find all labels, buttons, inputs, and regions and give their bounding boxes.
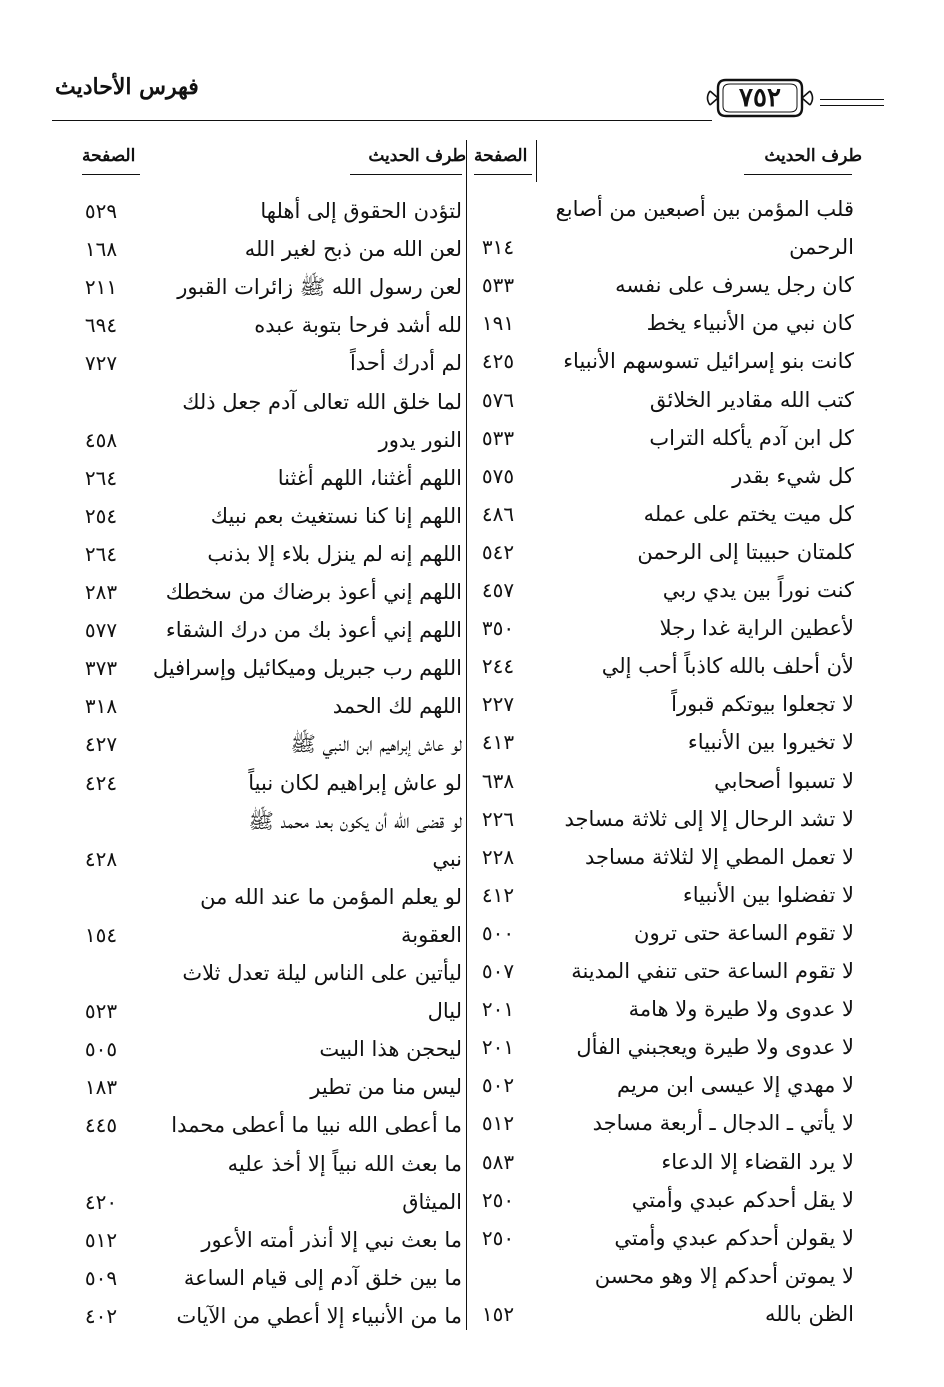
left-page-underline (82, 174, 140, 175)
hadith-text: لو عاش إبراهيم لكان نبياً (248, 770, 462, 795)
column-divider-center (466, 140, 467, 1330)
hadith-text: ما بعث نبي إلا أنذر أمته الأعور (201, 1227, 462, 1252)
hadith-text: كل ابن آدم يأكله التراب (649, 425, 854, 450)
page-ref: ٤٢٧ (84, 732, 118, 757)
index-entry (481, 880, 854, 910)
page-ref: ٥٠٥ (84, 1037, 118, 1062)
left-hadith-underline (350, 174, 462, 175)
index-entry (481, 1032, 854, 1062)
page-title: فهرس الأحاديث (55, 74, 199, 100)
hadith-text: ليحجن هذا البيت (319, 1037, 462, 1062)
hadith-text: لو قضى الله أن يكون بعد محمد ﷺ (248, 808, 462, 833)
page-ref: ٧٢٧ (84, 351, 118, 376)
page-ref: ٥٨٣ (481, 1149, 515, 1174)
hadith-text: لا تعمل المطي إلا لثلاثة مساجد (584, 844, 854, 869)
page-ref: ٦٩٤ (84, 313, 118, 338)
hadith-text: لا يقل أحدكم عبدي وأمتي (631, 1187, 854, 1212)
index-entry (481, 804, 854, 834)
page-ref: ٥٢٣ (84, 999, 118, 1024)
hadith-text: لم أدرك أحداً (349, 351, 462, 376)
hadith-text: نبي (432, 846, 462, 871)
hadith-text: لو يعلم المؤمن ما عند الله من (200, 884, 462, 909)
left-page-heading: الصفحة (82, 146, 136, 166)
index-entry (84, 425, 462, 455)
right-heading-divider (536, 140, 537, 182)
hadith-text: ليس منا من تطير (310, 1075, 462, 1100)
hadith-text: النور يدور (378, 427, 462, 452)
page-ref: ٣٧٣ (84, 656, 118, 681)
index-entry (481, 575, 854, 605)
hadith-text: قلب المؤمن بين أصبعين من أصابع (555, 197, 854, 221)
index-entry (84, 310, 462, 340)
hadith-text: الرحمن (789, 235, 854, 260)
hadith-text: اللهم أغثنا، اللهم أغثنا (277, 465, 462, 490)
right-hadith-underline (744, 174, 852, 175)
page-ref: ٤٢٤ (84, 770, 118, 795)
index-entry (84, 539, 462, 569)
index-entry (481, 994, 854, 1024)
index-entry (84, 1034, 462, 1064)
index-entry (481, 918, 854, 948)
hadith-text: ليأتين على الناس ليلة تعدل ثلاث (182, 961, 462, 985)
index-entry (84, 1110, 462, 1140)
index-entry (140, 1149, 462, 1179)
header-rule (52, 120, 712, 121)
page-ref: ٢٠١ (481, 1035, 515, 1060)
index-entry (481, 1299, 854, 1329)
hadith-text: ما بعث الله نبياً إلا أخذ عليه (227, 1151, 462, 1176)
index-entry (481, 308, 854, 338)
page-ref: ٥١٢ (84, 1227, 118, 1252)
index-entry (84, 196, 462, 226)
hadith-text: لا تقوم الساعة حتى ترون (634, 920, 854, 945)
page-ref: ٥٣٣ (481, 273, 515, 298)
hadith-text: لا تسبوا أصحابي (714, 768, 854, 793)
index-entry (481, 346, 854, 376)
page-ref: ٢٢٨ (481, 844, 515, 869)
index-entry (84, 1301, 462, 1331)
index-entry (481, 385, 854, 415)
page-ref: ٢١١ (84, 275, 118, 300)
page-ref: ٦٣٨ (481, 768, 515, 793)
page-number: ٧٥٢ (739, 83, 781, 113)
page-ref: ٥٤٢ (481, 539, 515, 564)
hadith-text: لا عدوى ولا طيرة ويعجبني الفأل (576, 1035, 854, 1060)
index-entry (84, 501, 462, 531)
index-entry (481, 1070, 854, 1100)
hadith-text: كل شيء بقدر (732, 463, 854, 488)
page-ref: ٥٧٦ (481, 387, 515, 412)
page-ref: ٥٠٢ (481, 1073, 515, 1098)
hadith-text: لعن الله من ذبح لغير الله (244, 237, 462, 262)
hadith-text: لا يموتن أحدكم إلا وهو محسن (594, 1263, 854, 1288)
hadith-text: الميثاق (402, 1189, 462, 1214)
index-entry (84, 920, 462, 950)
hadith-text: اللهم إني أعوذ بك من درك الشقاء (165, 618, 462, 643)
page-ref: ٥٧٧ (84, 618, 118, 643)
page-ref: ٤٥٧ (481, 578, 515, 602)
page-ref: ٥٢٩ (84, 199, 118, 223)
index-entry (481, 727, 854, 757)
index-entry (84, 577, 462, 607)
page-ref: ٤٨٦ (481, 501, 515, 526)
index-entry (481, 842, 854, 872)
page-ref: ١٦٨ (84, 237, 118, 262)
header-rule-right-bottom (820, 105, 884, 106)
page-number-frame (704, 74, 816, 122)
hadith-text: لا عدوى ولا طيرة ولا هامة (628, 997, 854, 1022)
hadith-text: لا تفضلوا بين الأنبياء (682, 882, 854, 907)
hadith-text: اللهم لك الحمد (332, 694, 462, 719)
hadith-text: كتب الله مقادير الخلائق (649, 387, 854, 412)
index-entry (536, 1261, 854, 1291)
hadith-text: لأن أحلف بالله كاذباً أحب إلي (601, 654, 854, 679)
index-entry (481, 232, 854, 262)
hadith-text: كل ميت يختم على عمله (643, 501, 854, 526)
index-entry (481, 499, 854, 529)
hadith-text: اللهم إنه لم ينزل بلاء إلا بذنب (207, 541, 462, 566)
page-ref: ٣٥٠ (481, 616, 515, 641)
index-entry (84, 996, 462, 1026)
right-page-underline (474, 174, 532, 175)
index-entry (84, 768, 462, 798)
page-ref: ٢٨٣ (84, 580, 118, 604)
index-entry (481, 461, 854, 491)
index-entry (84, 348, 462, 378)
page-ref: ٥٣٣ (481, 425, 515, 450)
index-entry (536, 194, 854, 224)
index-entry (481, 423, 854, 453)
index-entry (481, 1108, 854, 1138)
hadith-text: كانت بنو إسرائيل تسوسهم الأنبياء (563, 349, 854, 374)
hadith-text: اللهم إنا كنا نستغيث بعم نبيك (210, 503, 462, 528)
page-ref: ٥٠٩ (84, 1265, 118, 1290)
index-entry (84, 463, 462, 493)
page-ref: ٤٠٢ (84, 1303, 118, 1328)
index-entry (481, 1223, 854, 1253)
page-ref: ٥٧٥ (481, 463, 515, 488)
index-entry (84, 272, 462, 302)
hadith-text: ما أعطى الله نبيا ما أعطى محمدا (171, 1113, 462, 1138)
hadith-text: اللهم إني أعوذ برضاك من سخطك (165, 580, 462, 604)
hadith-text: لما خلق الله تعالى آدم جعل ذلك (182, 389, 462, 414)
hadith-text: لا تشد الرحال إلا إلى ثلاثة مساجد (564, 806, 854, 831)
index-entry (84, 844, 462, 874)
index-entry (140, 958, 462, 988)
index-entry (481, 766, 854, 796)
page-ref: ٣١٨ (84, 694, 118, 719)
right-page-heading: الصفحة (474, 146, 528, 166)
hadith-text: كلمتان حبيبتا إلى الرحمن (637, 539, 854, 564)
page-ref: ٤٤٥ (84, 1113, 118, 1138)
hadith-text: ليال (427, 999, 462, 1024)
header-rule-right-top (820, 99, 884, 100)
index-entry (140, 806, 462, 836)
index-entry (140, 387, 462, 417)
page-ref: ١٩١ (481, 311, 515, 336)
hadith-text: لا يرد القضاء إلا الدعاء (661, 1149, 854, 1174)
page-ref: ٢٢٧ (481, 692, 515, 717)
hadith-text: اللهم رب جبريل وميكائيل وإسرافيل (152, 656, 462, 681)
index-entry (481, 270, 854, 300)
index-entry (140, 882, 462, 912)
index-entry (84, 729, 462, 759)
page-ref: ٤٢٥ (481, 349, 515, 374)
page-ref: ٥١٢ (481, 1111, 515, 1136)
page-ref: ٤٢٠ (84, 1189, 118, 1214)
page-ref: ٢٠١ (481, 997, 515, 1022)
index-entry (481, 1185, 854, 1215)
hadith-text: لله أشد فرحا بتوبة عبده (254, 313, 462, 338)
index-entry (481, 613, 854, 643)
page-ref: ٢٦٤ (84, 541, 118, 566)
page-ref: ٢٥٤ (84, 503, 118, 528)
index-entry (84, 691, 462, 721)
page-ref: ٢٤٤ (481, 654, 515, 679)
hadith-text: لا مهدي إلا عيسى ابن مريم (617, 1073, 854, 1098)
page-ref: ٤٥٨ (84, 427, 118, 452)
hadith-text: كان نبي من الأنبياء يخط (646, 311, 854, 336)
page-ref: ٢٥٠ (481, 1225, 515, 1250)
index-entry (84, 653, 462, 683)
index-entry (481, 956, 854, 986)
index-entry (84, 234, 462, 264)
page-ref: ٢٢٦ (481, 806, 515, 831)
hadith-text: ما من الأنبياء إلا أعطي من الآيات (176, 1303, 462, 1328)
index-entry (481, 537, 854, 567)
page-ref: ٣١٤ (481, 235, 515, 260)
hadith-text: الظن بالله (765, 1301, 854, 1326)
page-ref: ١٥٤ (84, 922, 118, 947)
page-ref: ٤٢٨ (84, 846, 118, 871)
hadith-text: لأعطين الراية غدا رجلا (659, 616, 854, 641)
right-hadith-heading: طرف الحديث (764, 146, 862, 166)
page-ref: ٥٠٧ (481, 959, 515, 983)
left-hadith-heading: طرف الحديث (368, 146, 466, 166)
hadith-text: لا تقوم الساعة حتى تنفي المدينة (571, 959, 854, 983)
hadith-text: لا تجعلوا بيوتكم قبوراً (671, 692, 854, 717)
page-ref: ١٥٢ (481, 1301, 515, 1326)
index-entry (84, 615, 462, 645)
index-entry (84, 1187, 462, 1217)
index-entry (481, 1147, 854, 1177)
page-ref: ٢٥٠ (481, 1187, 515, 1212)
hadith-text: العقوبة (401, 922, 462, 947)
hadith-text: لا يقولن أحدكم عبدي وأمتي (614, 1225, 854, 1250)
index-entry (84, 1072, 462, 1102)
hadith-text: كان رجل يسرف على نفسه (615, 273, 854, 298)
page-ref: ٤١٣ (481, 730, 515, 755)
hadith-text: لعن رسول الله ﷺ زائرات القبور (177, 275, 462, 300)
page-ref: ١٨٣ (84, 1075, 118, 1100)
hadith-text: لو عاش إبراهيم ابن النبي ﷺ (290, 732, 462, 757)
hadith-text: لا تخيروا بين الأنبياء (687, 730, 854, 755)
index-entry (84, 1263, 462, 1293)
hadith-text: لتؤدن الحقوق إلى أهلها (260, 199, 462, 223)
hadith-text: كنت نوراً بين يدي ربي (662, 578, 854, 602)
page-ref: ٢٦٤ (84, 465, 118, 490)
index-entry (84, 1225, 462, 1255)
hadith-text: لا يأتي ـ الدجال ـ أربعة مساجد (592, 1111, 854, 1136)
page-ref: ٥٠٠ (481, 920, 515, 945)
index-entry (481, 651, 854, 681)
hadith-text: ما بين خلق آدم إلى قيام الساعة (183, 1265, 462, 1290)
index-entry (481, 689, 854, 719)
page-ref: ٤١٢ (481, 882, 515, 907)
